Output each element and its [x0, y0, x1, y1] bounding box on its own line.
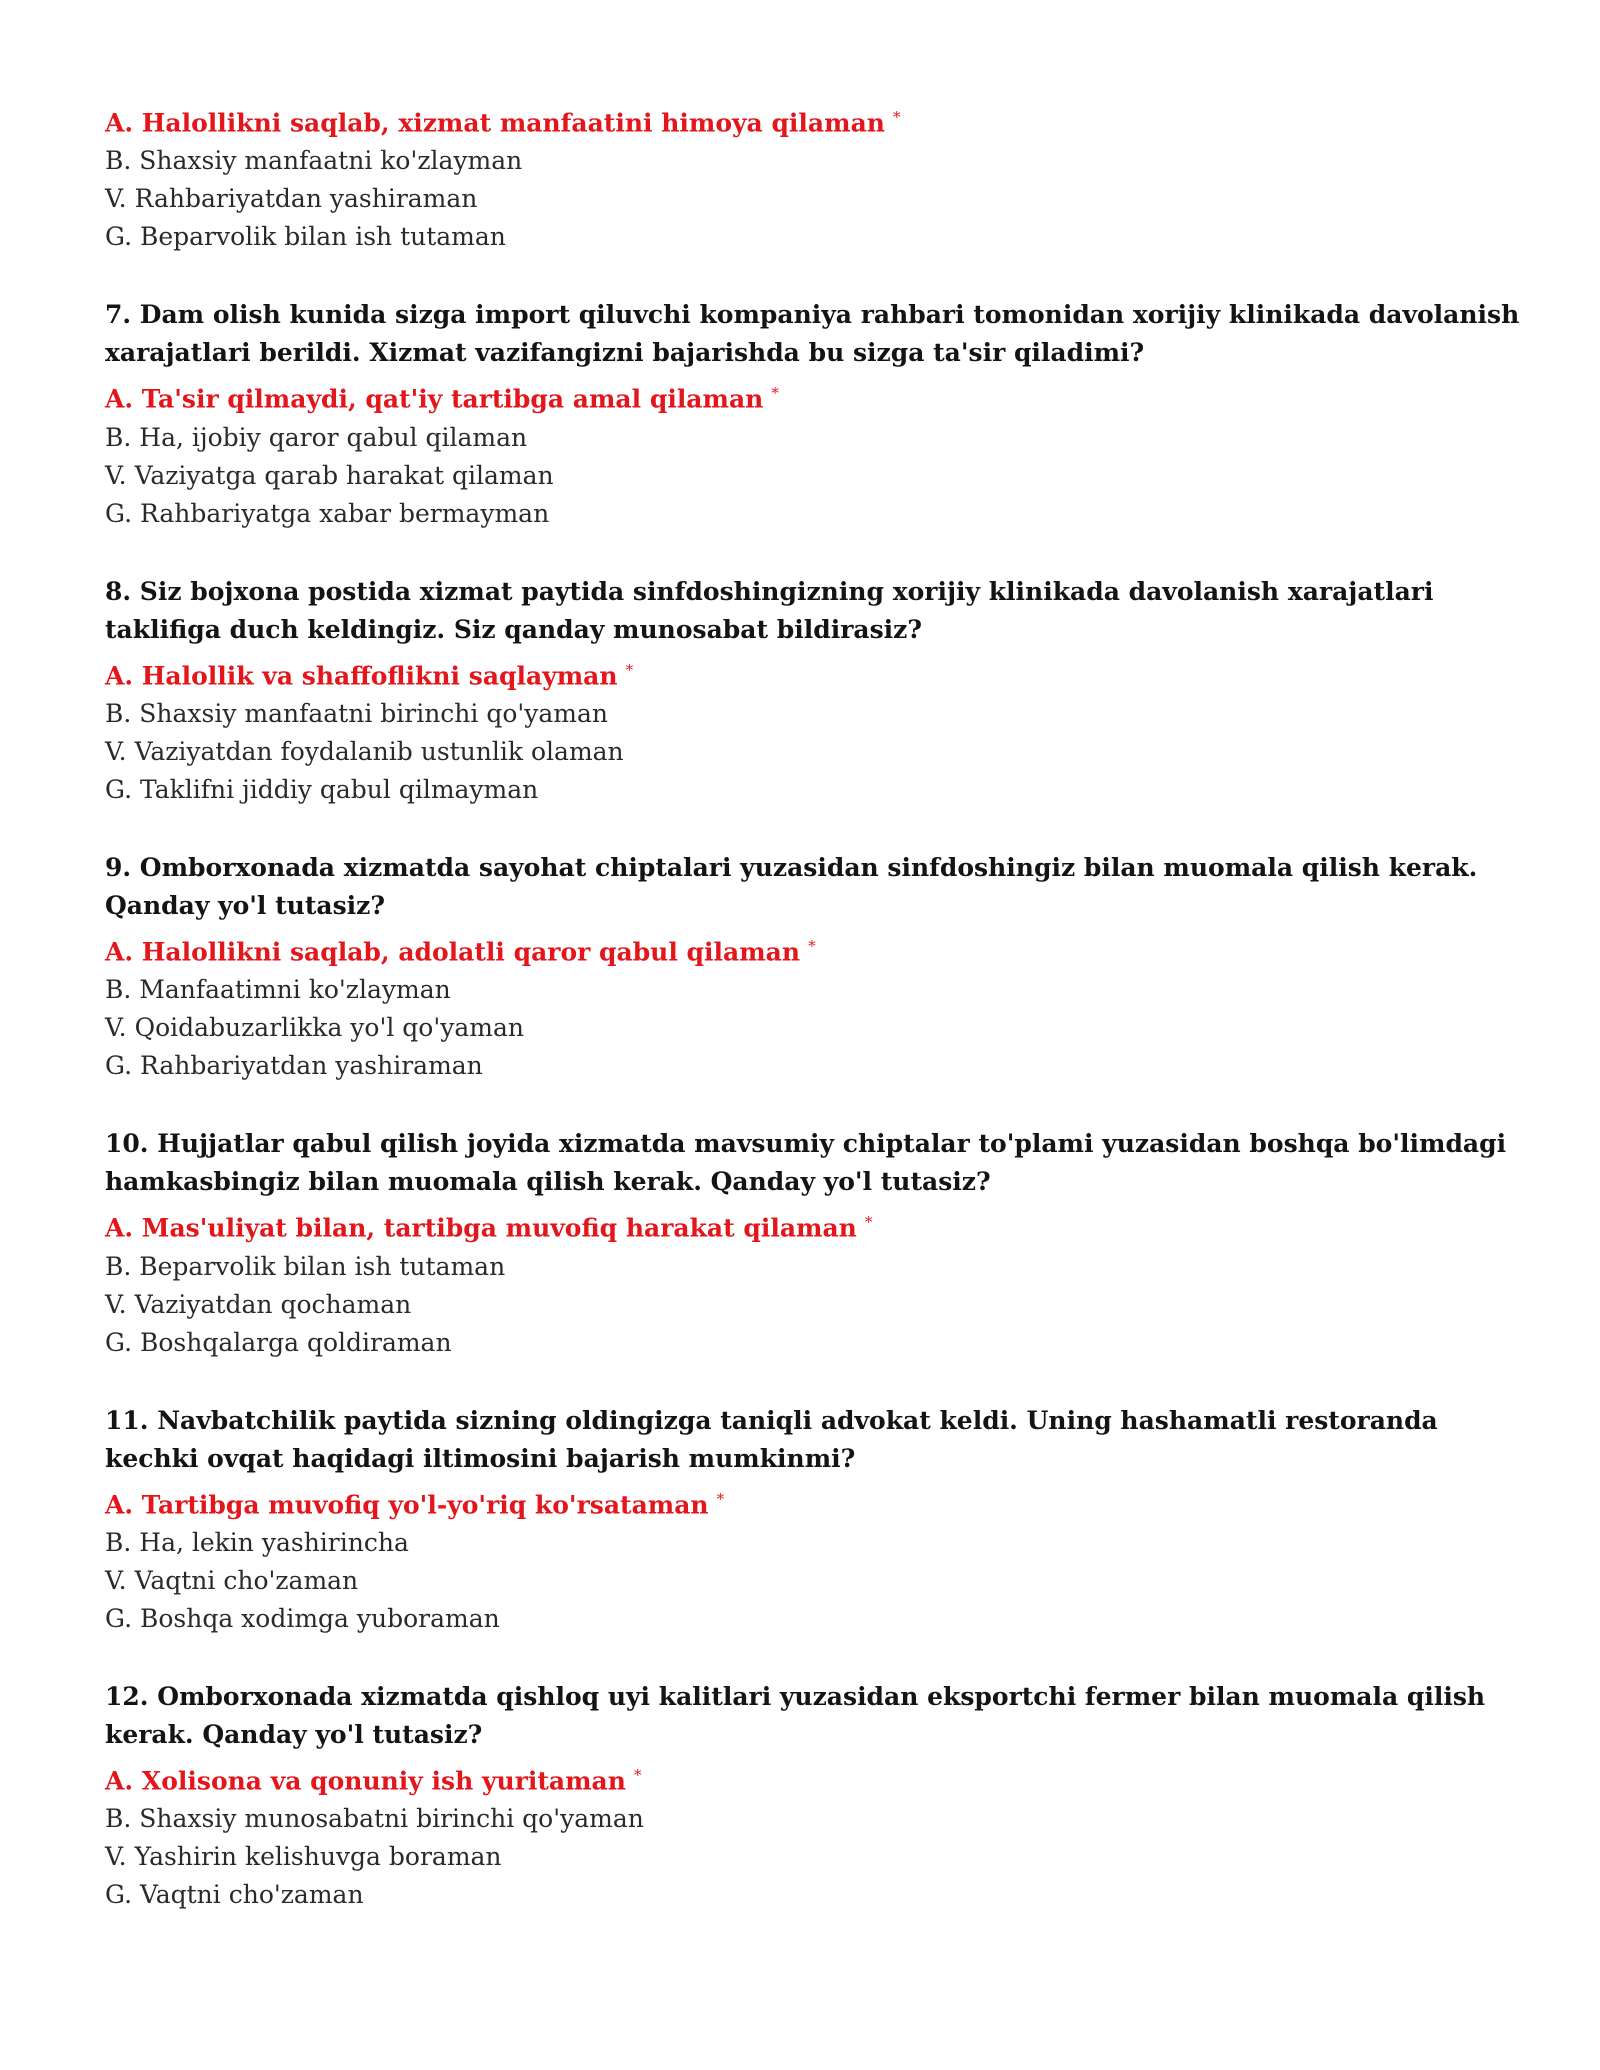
- correct-answer: [105, 1756, 1525, 1800]
- answer-option: B. Beparvolik bilan ish tutaman: [105, 1251, 506, 1281]
- correct-answer: [105, 374, 1525, 418]
- answer-option: G. Boshqa xodimga yuboraman: [105, 1603, 500, 1633]
- correct-answer: [105, 1480, 1525, 1524]
- document-page: [105, 98, 1525, 1914]
- answer-option: G. Taklifni jiddiy qabul qilmayman: [105, 774, 539, 804]
- correct-star-mark: *: [864, 1213, 873, 1232]
- answer-option: G. Beparvolik bilan ish tutaman: [105, 222, 506, 252]
- correct-star-mark: *: [633, 1765, 642, 1784]
- question-text: 8. Siz bojxona postida xizmat paytida sinfdoshingizning xorijiy klinikada davolanish xarajatlari taklifiga duch keldingiz. Siz qanday munosabat bildirasiz?: [105, 576, 1434, 644]
- answer-option: V. Qoidabuzarlikka yo'l qo'yaman: [105, 1013, 524, 1043]
- answer-option: V. Yashirin kelishuvga boraman: [105, 1842, 502, 1872]
- question-block-12: [105, 1678, 1525, 1914]
- answer-option: B. Shaxsiy manfaatni ko'zlayman: [105, 146, 523, 176]
- answer-option: G. Rahbariyatga xabar bermayman: [105, 498, 550, 528]
- question-block-10: [105, 1125, 1525, 1361]
- question-block-11: [105, 1402, 1525, 1638]
- question-text: 7. Dam olish kunida sizga import qiluvchi kompaniya rahbari tomonidan xorijiy klinikada davolanish xarajatlari berildi. Xizmat vazifangizni bajarishda bu sizga ta'sir qiladimi?: [105, 300, 1520, 368]
- correct-answer-text: A. Halollikni saqlab, adolatli qaror qabul qilaman: [105, 937, 801, 967]
- answer-option: V. Rahbariyatdan yashiraman: [105, 184, 478, 214]
- correct-answer-text: A. Ta'sir qilmaydi, qat'iy tartibga amal qilaman: [105, 384, 764, 414]
- question-block-9: [105, 849, 1525, 1085]
- answer-option: V. Vaziyatdan foydalanib ustunlik olaman: [105, 736, 624, 766]
- correct-star-mark: *: [892, 108, 901, 126]
- question-block-7: [105, 296, 1525, 532]
- answer-option: G. Vaqtni cho'zaman: [105, 1880, 364, 1910]
- answer-option: G. Rahbariyatdan yashiraman: [105, 1051, 483, 1081]
- correct-answer: [105, 927, 1525, 971]
- correct-star-mark: *: [716, 1489, 725, 1508]
- answer-option: V. Vaziyatdan qochaman: [105, 1289, 412, 1319]
- question-block-8: [105, 573, 1525, 809]
- answer-option: B. Shaxsiy manfaatni birinchi qo'yaman: [105, 698, 609, 728]
- correct-star-mark: *: [771, 384, 779, 403]
- question-text: 12. Omborxonada xizmatda qishloq uyi kalitlari yuzasidan eksportchi fermer bilan muomala qilish kerak. Qanday yo'l tutasiz?: [105, 1681, 1486, 1749]
- answer-option: B. Manfaatimni ko'zlayman: [105, 975, 451, 1005]
- correct-answer: [105, 1203, 1525, 1247]
- answer-option: B. Shaxsiy munosabatni birinchi qo'yaman: [105, 1804, 644, 1834]
- correct-answer-text: A. Mas'uliyat bilan, tartibga muvofiq harakat qilaman: [105, 1213, 857, 1243]
- question-text: 11. Navbatchilik paytida sizning oldingizga taniqli advokat keldi. Uning hashamatli restoranda kechki ovqat haqidagi iltimosini bajarish mumkinmi?: [105, 1405, 1438, 1473]
- correct-star-mark: *: [808, 936, 816, 955]
- answer-option: V. Vaziyatga qarab harakat qilaman: [105, 460, 554, 490]
- correct-answer-text: A. Tartibga muvofiq yo'l-yo'riq ko'rsataman: [105, 1489, 709, 1519]
- question-text: 9. Omborxonada xizmatda sayohat chiptalari yuzasidan sinfdoshingiz bilan muomala qilish kerak. Qanday yo'l tutasiz?: [105, 852, 1478, 920]
- answer-option: G. Boshqalarga qoldiraman: [105, 1327, 452, 1357]
- answer-option: B. Ha, ijobiy qaror qabul qilaman: [105, 422, 528, 452]
- correct-answer-text: A. Halollikni saqlab, xizmat manfaatini himoya qilaman: [105, 108, 885, 138]
- question-text: 10. Hujjatlar qabul qilish joyida xizmatda mavsumiy chiptalar to'plami yuzasidan boshqa bo'limdagi hamkasbingiz bilan muomala qilish kerak. Qanday yo'l tutasiz?: [105, 1129, 1507, 1197]
- answer-block-6: [105, 98, 1525, 256]
- correct-answer-text: A. Xolisona va qonuniy ish yuritaman: [105, 1766, 626, 1796]
- correct-answer: [105, 98, 1525, 142]
- correct-answer-text: A. Halollik va shaffoflikni saqlayman: [105, 660, 618, 690]
- answer-option: V. Vaqtni cho'zaman: [105, 1565, 359, 1595]
- correct-star-mark: *: [625, 660, 634, 679]
- answer-option: B. Ha, lekin yashirincha: [105, 1527, 409, 1557]
- correct-answer: [105, 651, 1525, 695]
